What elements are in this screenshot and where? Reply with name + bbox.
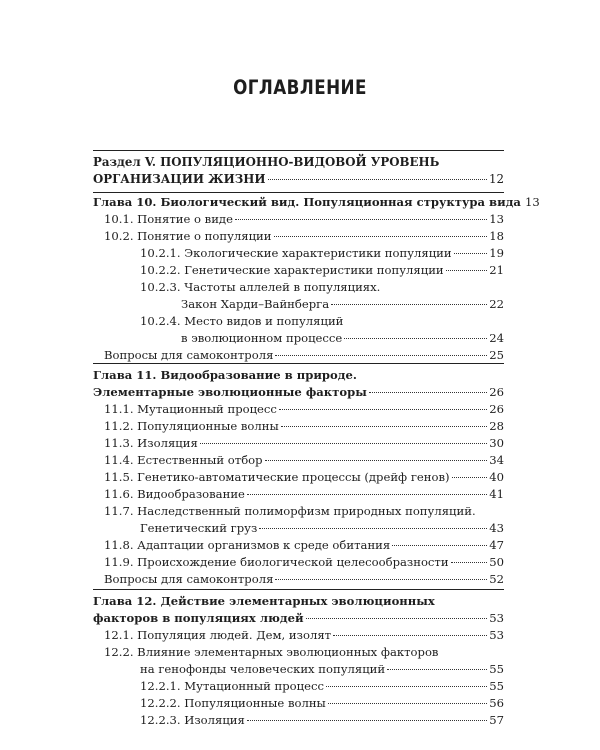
- toc-entry[interactable]: 11.2. Популяционные волны 28: [104, 417, 504, 436]
- dot-leader: [259, 527, 487, 529]
- dot-leader: [331, 303, 487, 305]
- toc-chapter-12[interactable]: факторов в популяциях людей 53: [93, 609, 504, 628]
- section-divider: [93, 363, 504, 364]
- toc-entry-line1[interactable]: 11.7. Наследственный полиморфизм природных популяций.: [104, 504, 476, 518]
- page-number: 50: [489, 555, 504, 569]
- dot-leader: [247, 719, 487, 721]
- dot-leader: [306, 617, 488, 619]
- toc-entry[interactable]: 12.1. Популяция людей. Дем, изолят 53: [104, 626, 504, 645]
- dot-leader: [344, 337, 487, 339]
- toc-entry[interactable]: 11.1. Мутационный процесс 26: [104, 400, 504, 419]
- toc-subentry-line2[interactable]: Закон Харди–Вайнберга 22: [181, 295, 504, 314]
- toc-entry-line2[interactable]: Генетический груз 43: [140, 519, 504, 538]
- dot-leader: [200, 442, 487, 444]
- page-number: 28: [489, 419, 504, 433]
- toc-subentry[interactable]: 10.2.1. Экологические характеристики популяции 19: [140, 244, 504, 263]
- dot-leader: [328, 702, 487, 704]
- page-number: 55: [489, 662, 504, 676]
- toc-chapter-10[interactable]: Глава 10. Биологический вид. Популяционная структура вида 13: [93, 193, 504, 212]
- dot-leader: [275, 354, 487, 356]
- toc-entry-line1[interactable]: 12.2. Влияние элементарных эволюционных факторов: [104, 645, 439, 659]
- toc-subentry-line2[interactable]: в эволюционном процессе 24: [181, 329, 504, 348]
- dot-leader: [265, 459, 488, 461]
- toc-section-entry[interactable]: ОРГАНИЗАЦИИ ЖИЗНИ 12: [93, 170, 504, 189]
- page-number: 25: [489, 348, 504, 362]
- page-number: 21: [489, 263, 504, 277]
- page-number: 47: [489, 538, 504, 552]
- toc-entry[interactable]: 11.4. Естественный отбор 34: [104, 451, 504, 470]
- toc-section-title[interactable]: Раздел V. ПОПУЛЯЦИОННО-ВИДОВОЙ УРОВЕНЬ: [93, 155, 440, 169]
- toc-chapter-11-line1[interactable]: Глава 11. Видообразование в природе.: [93, 368, 357, 382]
- toc-chapter-11[interactable]: Элементарные эволюционные факторы 26: [93, 383, 504, 402]
- page-number: 13: [524, 195, 540, 209]
- dot-leader: [274, 235, 488, 237]
- toc-subentry[interactable]: 12.2.1. Мутационный процесс 55: [140, 677, 504, 696]
- page-number: 26: [489, 402, 504, 416]
- page-number: 22: [489, 297, 504, 311]
- page-number: 43: [489, 521, 504, 535]
- page-number: 55: [489, 679, 504, 693]
- page-number: 13: [489, 212, 504, 226]
- page-number: 41: [489, 487, 504, 501]
- page-number: 18: [489, 229, 504, 243]
- dot-leader: [235, 218, 487, 220]
- toc-entry-questions[interactable]: Вопросы для самоконтроля 52: [104, 570, 504, 589]
- dot-leader: [279, 408, 487, 410]
- section-divider: [93, 150, 504, 151]
- page-number: 12: [488, 172, 504, 186]
- page-number: 53: [489, 628, 504, 642]
- toc-entry[interactable]: 11.6. Видообразование 41: [104, 485, 504, 504]
- toc-entry[interactable]: 10.2. Понятие о популяции 18: [104, 227, 504, 246]
- dot-leader: [369, 391, 487, 393]
- dot-leader: [281, 425, 488, 427]
- toc-entry[interactable]: 11.9. Происхождение биологической целесообразности 50: [104, 553, 504, 572]
- page-number: 56: [489, 696, 504, 710]
- dot-leader: [454, 252, 488, 254]
- toc-subentry[interactable]: 12.2.3. Изоляция 57: [140, 711, 504, 730]
- toc-subentry-line1[interactable]: 10.2.4. Место видов и популяций: [140, 314, 344, 328]
- toc-entry-line2[interactable]: на генофонды человеческих популяций 55: [140, 660, 504, 679]
- page-number: 34: [489, 453, 504, 467]
- dot-leader: [326, 685, 487, 687]
- toc-entry[interactable]: 11.3. Изоляция 30: [104, 434, 504, 453]
- toc-chapter-12-line1[interactable]: Глава 12. Действие элементарных эволюционных: [93, 594, 435, 608]
- dot-leader: [247, 493, 487, 495]
- toc-entry[interactable]: 11.5. Генетико-автоматические процессы (дрейф генов) 40: [104, 468, 504, 487]
- toc-subentry-line1[interactable]: 10.2.3. Частоты аллелей в популяциях.: [140, 280, 381, 294]
- page-number: 30: [489, 436, 504, 450]
- dot-leader: [268, 178, 487, 180]
- toc-entry-questions[interactable]: Вопросы для самоконтроля 25: [104, 346, 504, 365]
- section-divider: [93, 589, 504, 590]
- page-number: 24: [489, 331, 504, 345]
- dot-leader: [387, 668, 487, 670]
- dot-leader: [275, 578, 487, 580]
- page-number: 57: [489, 713, 504, 727]
- page-title: ОГЛАВЛЕНИЕ: [233, 76, 367, 99]
- page-number: 19: [489, 246, 504, 260]
- dot-leader: [446, 269, 488, 271]
- toc-subentry[interactable]: 12.2.2. Популяционные волны 56: [140, 694, 504, 713]
- dot-leader: [452, 476, 488, 478]
- dot-leader: [392, 544, 487, 546]
- toc-subentry[interactable]: 10.2.2. Генетические характеристики популяции 21: [140, 261, 504, 280]
- page-number: 53: [489, 611, 504, 625]
- dot-leader: [451, 561, 488, 563]
- toc-entry[interactable]: 11.8. Адаптации организмов к среде обитания 47: [104, 536, 504, 555]
- toc-entry[interactable]: 10.1. Понятие о виде 13: [104, 210, 504, 229]
- page-number: 40: [489, 470, 504, 484]
- dot-leader: [333, 634, 487, 636]
- page-number: 26: [489, 385, 504, 399]
- page-number: 52: [489, 572, 504, 586]
